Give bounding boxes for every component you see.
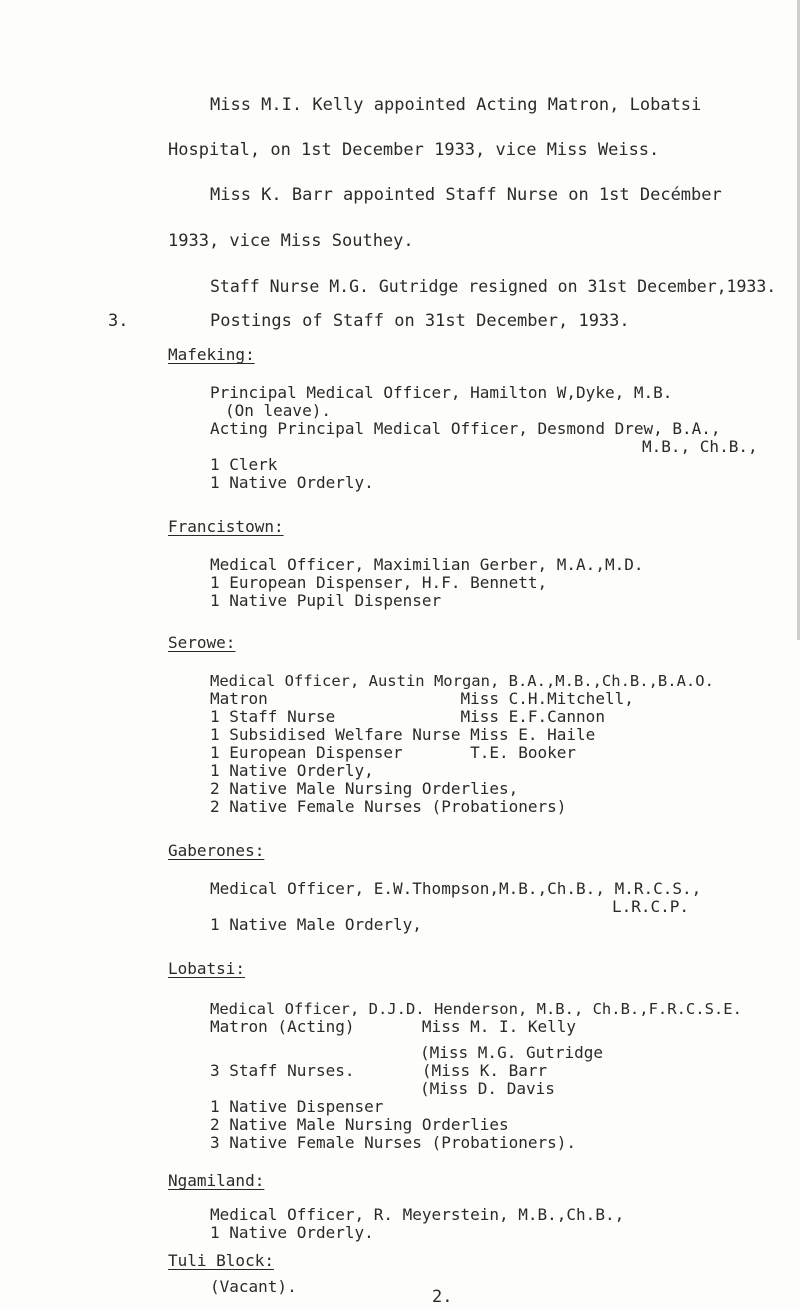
serowe-line-1: Medical Officer, Austin Morgan, B.A.,M.B.,Ch.B.,B.A.O. (210, 672, 714, 690)
francistown-heading: Francistown: (168, 517, 284, 536)
francistown-line-1: Medical Officer, Maximilian Gerber, M.A.,M.D. (210, 555, 644, 574)
lobatsi-line-4: 3 Staff Nurses. (Miss K. Barr (210, 1061, 548, 1080)
lobatsi-line-2: Matron (Acting) Miss M. I. Kelly (210, 1017, 577, 1036)
mafeking-line-4: M.B., Ch.B., (642, 437, 758, 456)
section-number: 3. (108, 311, 129, 331)
mafeking-heading: Mafeking: (168, 345, 255, 364)
francistown-line-3: 1 Native Pupil Dispenser (210, 591, 442, 610)
serowe-heading: Serowe: (168, 633, 236, 652)
intro-line-2: Hospital, on 1st December 1933, vice Miss Weiss. (168, 140, 660, 160)
mafeking-line-3: Acting Principal Medical Officer, Desmond Drew, B.A., (210, 419, 721, 438)
lobatsi-line-1: Medical Officer, D.J.D. Henderson, M.B., Ch.B.,F.R.C.S.E. (210, 1000, 742, 1018)
mafeking-line-5: 1 Clerk (210, 455, 278, 474)
lobatsi-line-7: 2 Native Male Nursing Orderlies (210, 1115, 509, 1134)
serowe-line-5: 1 European Dispenser T.E. Booker (210, 743, 577, 762)
ngamiland-line-2: 1 Native Orderly. (210, 1223, 374, 1242)
section-title: Postings of Staff on 31st December, 1933. (210, 311, 630, 331)
ngamiland-heading: Ngamiland: (168, 1171, 265, 1190)
lobatsi-line-5: (Miss D. Davis (420, 1079, 555, 1098)
gaberones-line-3: 1 Native Male Orderly, (210, 915, 422, 934)
serowe-line-8: 2 Native Female Nurses (Probationers) (210, 797, 567, 816)
intro-line-3: Miss K. Barr appointed Staff Nurse on 1st Decémber (210, 185, 722, 205)
serowe-line-3: 1 Staff Nurse Miss E.F.Cannon (210, 707, 605, 726)
mafeking-line-1: Principal Medical Officer, Hamilton W,Dyke, M.B. (210, 383, 673, 402)
gaberones-heading: Gaberones: (168, 841, 265, 860)
ngamiland-line-1: Medical Officer, R. Meyerstein, M.B.,Ch.B., (210, 1205, 625, 1224)
tuli-line-1: (Vacant). (210, 1277, 297, 1296)
gaberones-line-1: Medical Officer, E.W.Thompson,M.B.,Ch.B., M.R.C.S., (210, 879, 702, 898)
gaberones-line-2: L.R.C.P. (612, 897, 690, 916)
lobatsi-heading: Lobatsi: (168, 959, 246, 978)
serowe-line-7: 2 Native Male Nursing Orderlies, (210, 779, 519, 798)
lobatsi-line-6: 1 Native Dispenser (210, 1097, 384, 1116)
intro-line-4: 1933, vice Miss Southey. (168, 231, 414, 251)
lobatsi-line-3: (Miss M.G. Gutridge (420, 1043, 604, 1062)
intro-line-1: Miss M.I. Kelly appointed Acting Matron, Lobatsi (210, 95, 702, 115)
tuli-heading: Tuli Block: (168, 1251, 274, 1270)
intro-line-5: Staff Nurse M.G. Gutridge resigned on 31st December,1933. (210, 277, 777, 296)
serowe-line-2: Matron Miss C.H.Mitchell, (210, 689, 634, 708)
mafeking-line-6: 1 Native Orderly. (210, 473, 374, 492)
page-number: 2. (432, 1287, 453, 1307)
serowe-line-6: 1 Native Orderly, (210, 761, 374, 780)
francistown-line-2: 1 European Dispenser, H.F. Bennett, (210, 573, 548, 592)
serowe-line-4: 1 Subsidised Welfare Nurse Miss E. Haile (210, 725, 596, 744)
lobatsi-line-8: 3 Native Female Nurses (Probationers). (210, 1133, 577, 1152)
mafeking-line-2: (On leave). (225, 401, 331, 420)
